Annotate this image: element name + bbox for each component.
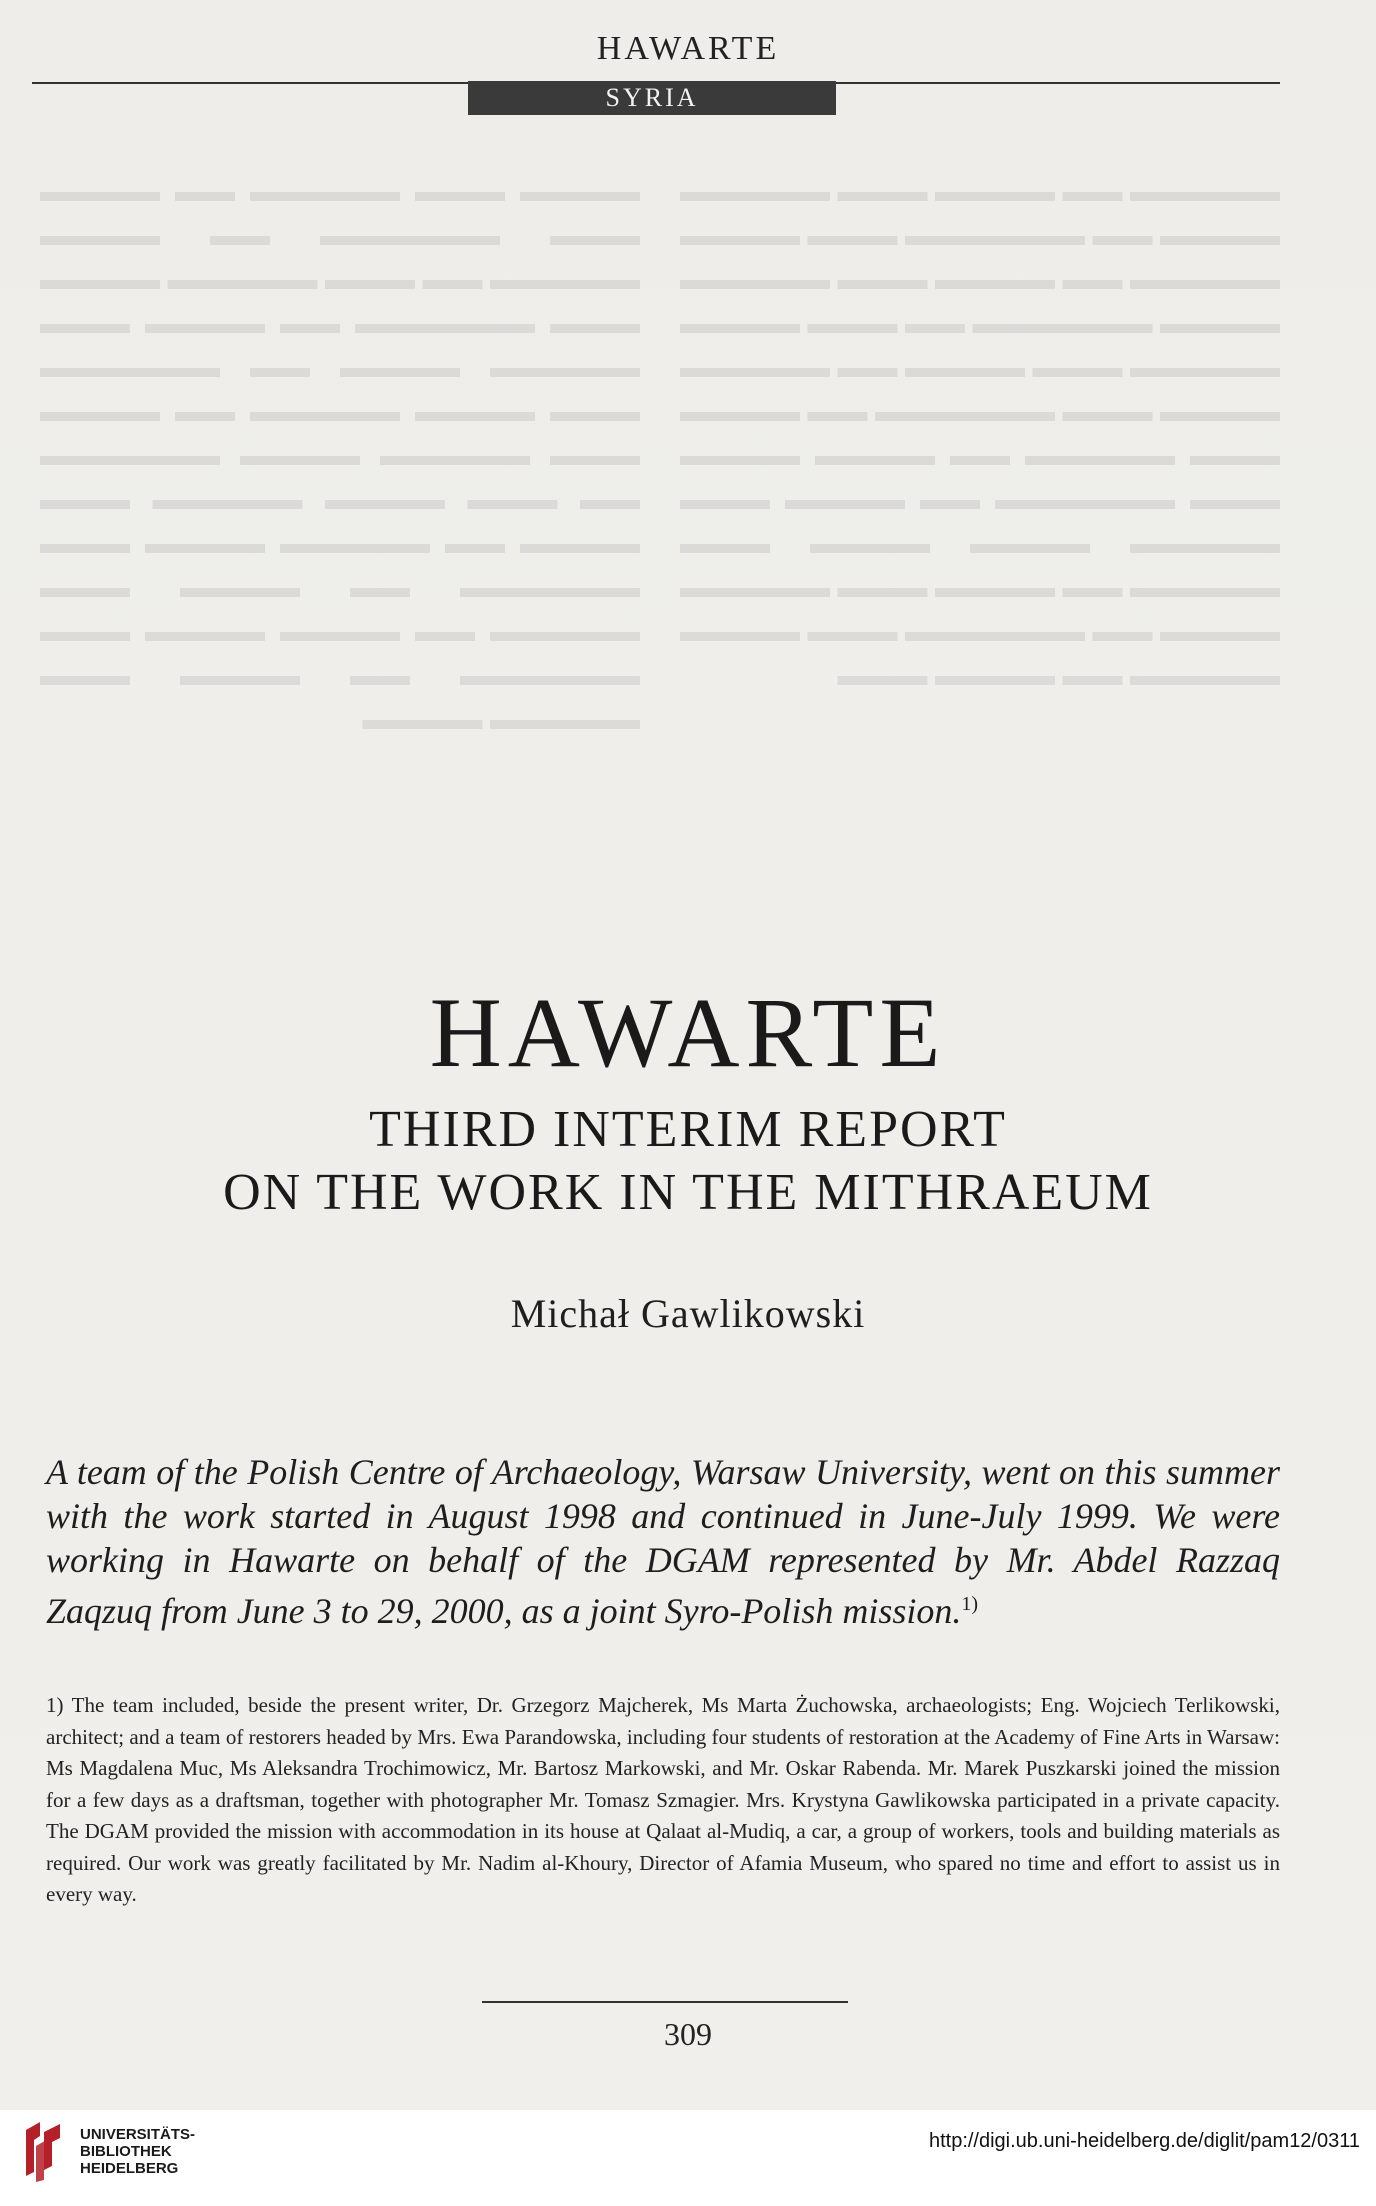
abstract-text: A team of the Polish Centre of Archaeology, Warsaw University, went on this summer with the work started in August 1998 and continued in June-July 1999. We were working in Hawarte on behalf of the DGAM represented by Mr. Abdel Razzaq Zaqzuq from June 3 to 29, 2000, as a joint Syro-Polish mission.: [46, 1452, 1280, 1631]
library-logo-icon: [20, 2122, 68, 2182]
running-title: HAWARTE: [596, 30, 780, 67]
section-label: SYRIA: [468, 81, 836, 115]
page-number: 309: [664, 2016, 712, 2052]
library-name-line2: BIBLIOTHEK: [80, 2143, 172, 2160]
footnote-marker: 1): [46, 1693, 64, 1717]
article-subtitle-line2: ON THE WORK IN THE MITHRAEUM: [223, 1164, 1153, 1221]
library-name-line1: UNIVERSITÄTS-: [80, 2126, 196, 2143]
bleed-through-texture: ▬▬▬▬ ▬▬▬ ▬▬▬▬▬ ▬▬ ▬▬▬▬ ▬▬▬ ▬▬▬▬▬▬ ▬▬ ▬▬▬▬ ▬▬▬▬▬ ▬▬ ▬▬▬ ▬▬▬▬▬ ▬▬▬▬ ▬▬▬ ▬▬▬▬▬▬ ▬▬ ▬▬▬▬ ▬▬▬ ▬▬▬▬▬ ▬▬▬▬ ▬▬ ▬▬▬▬▬▬ ▬▬▬ ▬▬▬▬ ▬▬▬▬▬ ▬▬ ▬▬▬▬ ▬▬▬ ▬▬▬▬▬ ▬▬▬▬ ▬▬▬▬▬▬ ▬▬ ▬▬▬ ▬▬▬▬ ▬▬▬▬▬ ▬▬▬ ▬▬▬▬ ▬▬ ▬▬▬▬▬ ▬▬▬▬ ▬▬▬ ▬▬▬▬▬▬ ▬▬ ▬▬▬▬ ▬▬▬ ▬▬▬▬▬ ▬▬ ▬▬▬▬ ▬▬▬▬ ▬▬▬ ▬▬▬▬▬▬ ▬▬ ▬▬▬▬ ▬▬▬ ▬▬▬▬▬ ▬▬▬▬: [40, 175, 640, 736]
author-name: Michał Gawlikowski: [510, 1291, 866, 1336]
library-name-line3: HEIDELBERG: [80, 2160, 179, 2177]
article-subtitle-line1: THIRD INTERIM REPORT: [369, 1101, 1007, 1158]
viewer-footer-bar: [0, 2110, 1376, 2206]
abstract: [46, 1450, 1280, 1633]
footnote-text: The team included, beside the present writer, Dr. Grzegorz Majcherek, Ms Marta Żuchowska, archaeologists; Eng. Wojciech Terlikowski, architect; and a team of restorers headed by Mrs. Ewa Parandowska, including four students of restoration at the Academy of Fine Arts in Warsaw: Ms Magdalena Muc, Ms Aleksandra Trochimowicz, Mr. Bartosz Markowski, and Mr. Oskar Rabenda. Mr. Marek Puszkarski joined the mission for a few days as a draftsman, together with photographer Mr. Tomasz Szmagier. Mrs. Krystyna Gawlikowska participated in a private capacity. The DGAM provided the mission with accommodation in its house at Qalaat al-Mudiq, a car, a group of workers, tools and building materials as required. Our work was greatly facilitated by Mr. Nadim al-Khoury, Director of Afamia Museum, who spared no time and effort to assist us in every way.: [46, 1693, 1281, 1906]
article-title: HAWARTE: [429, 977, 947, 1088]
library-name[interactable]: [80, 2126, 195, 2177]
source-url-link[interactable]: http://digi.ub.uni-heidelberg.de/diglit/pam12/0311: [928, 2130, 1360, 2152]
footer-rule: [482, 2001, 848, 2003]
footnote-ref: 1): [961, 1593, 979, 1615]
bleed-through-texture: ▬▬▬▬▬ ▬▬ ▬▬▬▬ ▬▬▬ ▬▬▬▬▬ ▬▬▬▬ ▬▬ ▬▬▬▬▬▬ ▬▬▬ ▬▬▬▬ ▬▬▬▬▬ ▬▬ ▬▬▬▬ ▬▬▬ ▬▬▬▬▬ ▬▬▬▬ ▬▬▬▬▬▬ ▬▬ ▬▬▬ ▬▬▬▬ ▬▬▬▬▬ ▬▬▬ ▬▬▬▬ ▬▬ ▬▬▬▬▬ ▬▬▬▬ ▬▬▬ ▬▬▬▬▬▬ ▬▬ ▬▬▬▬ ▬▬▬ ▬▬▬▬▬ ▬▬ ▬▬▬▬ ▬▬▬▬ ▬▬▬ ▬▬▬▬▬▬ ▬▬ ▬▬▬▬ ▬▬▬ ▬▬▬▬▬ ▬▬▬▬ ▬▬▬▬ ▬▬▬ ▬▬▬▬▬ ▬▬ ▬▬▬▬ ▬▬▬ ▬▬▬▬▬ ▬▬▬▬ ▬▬ ▬▬▬▬▬▬ ▬▬▬ ▬▬▬▬ ▬▬▬▬▬ ▬▬ ▬▬▬▬ ▬▬▬: [680, 175, 1280, 692]
footnote: [46, 1690, 1280, 1911]
